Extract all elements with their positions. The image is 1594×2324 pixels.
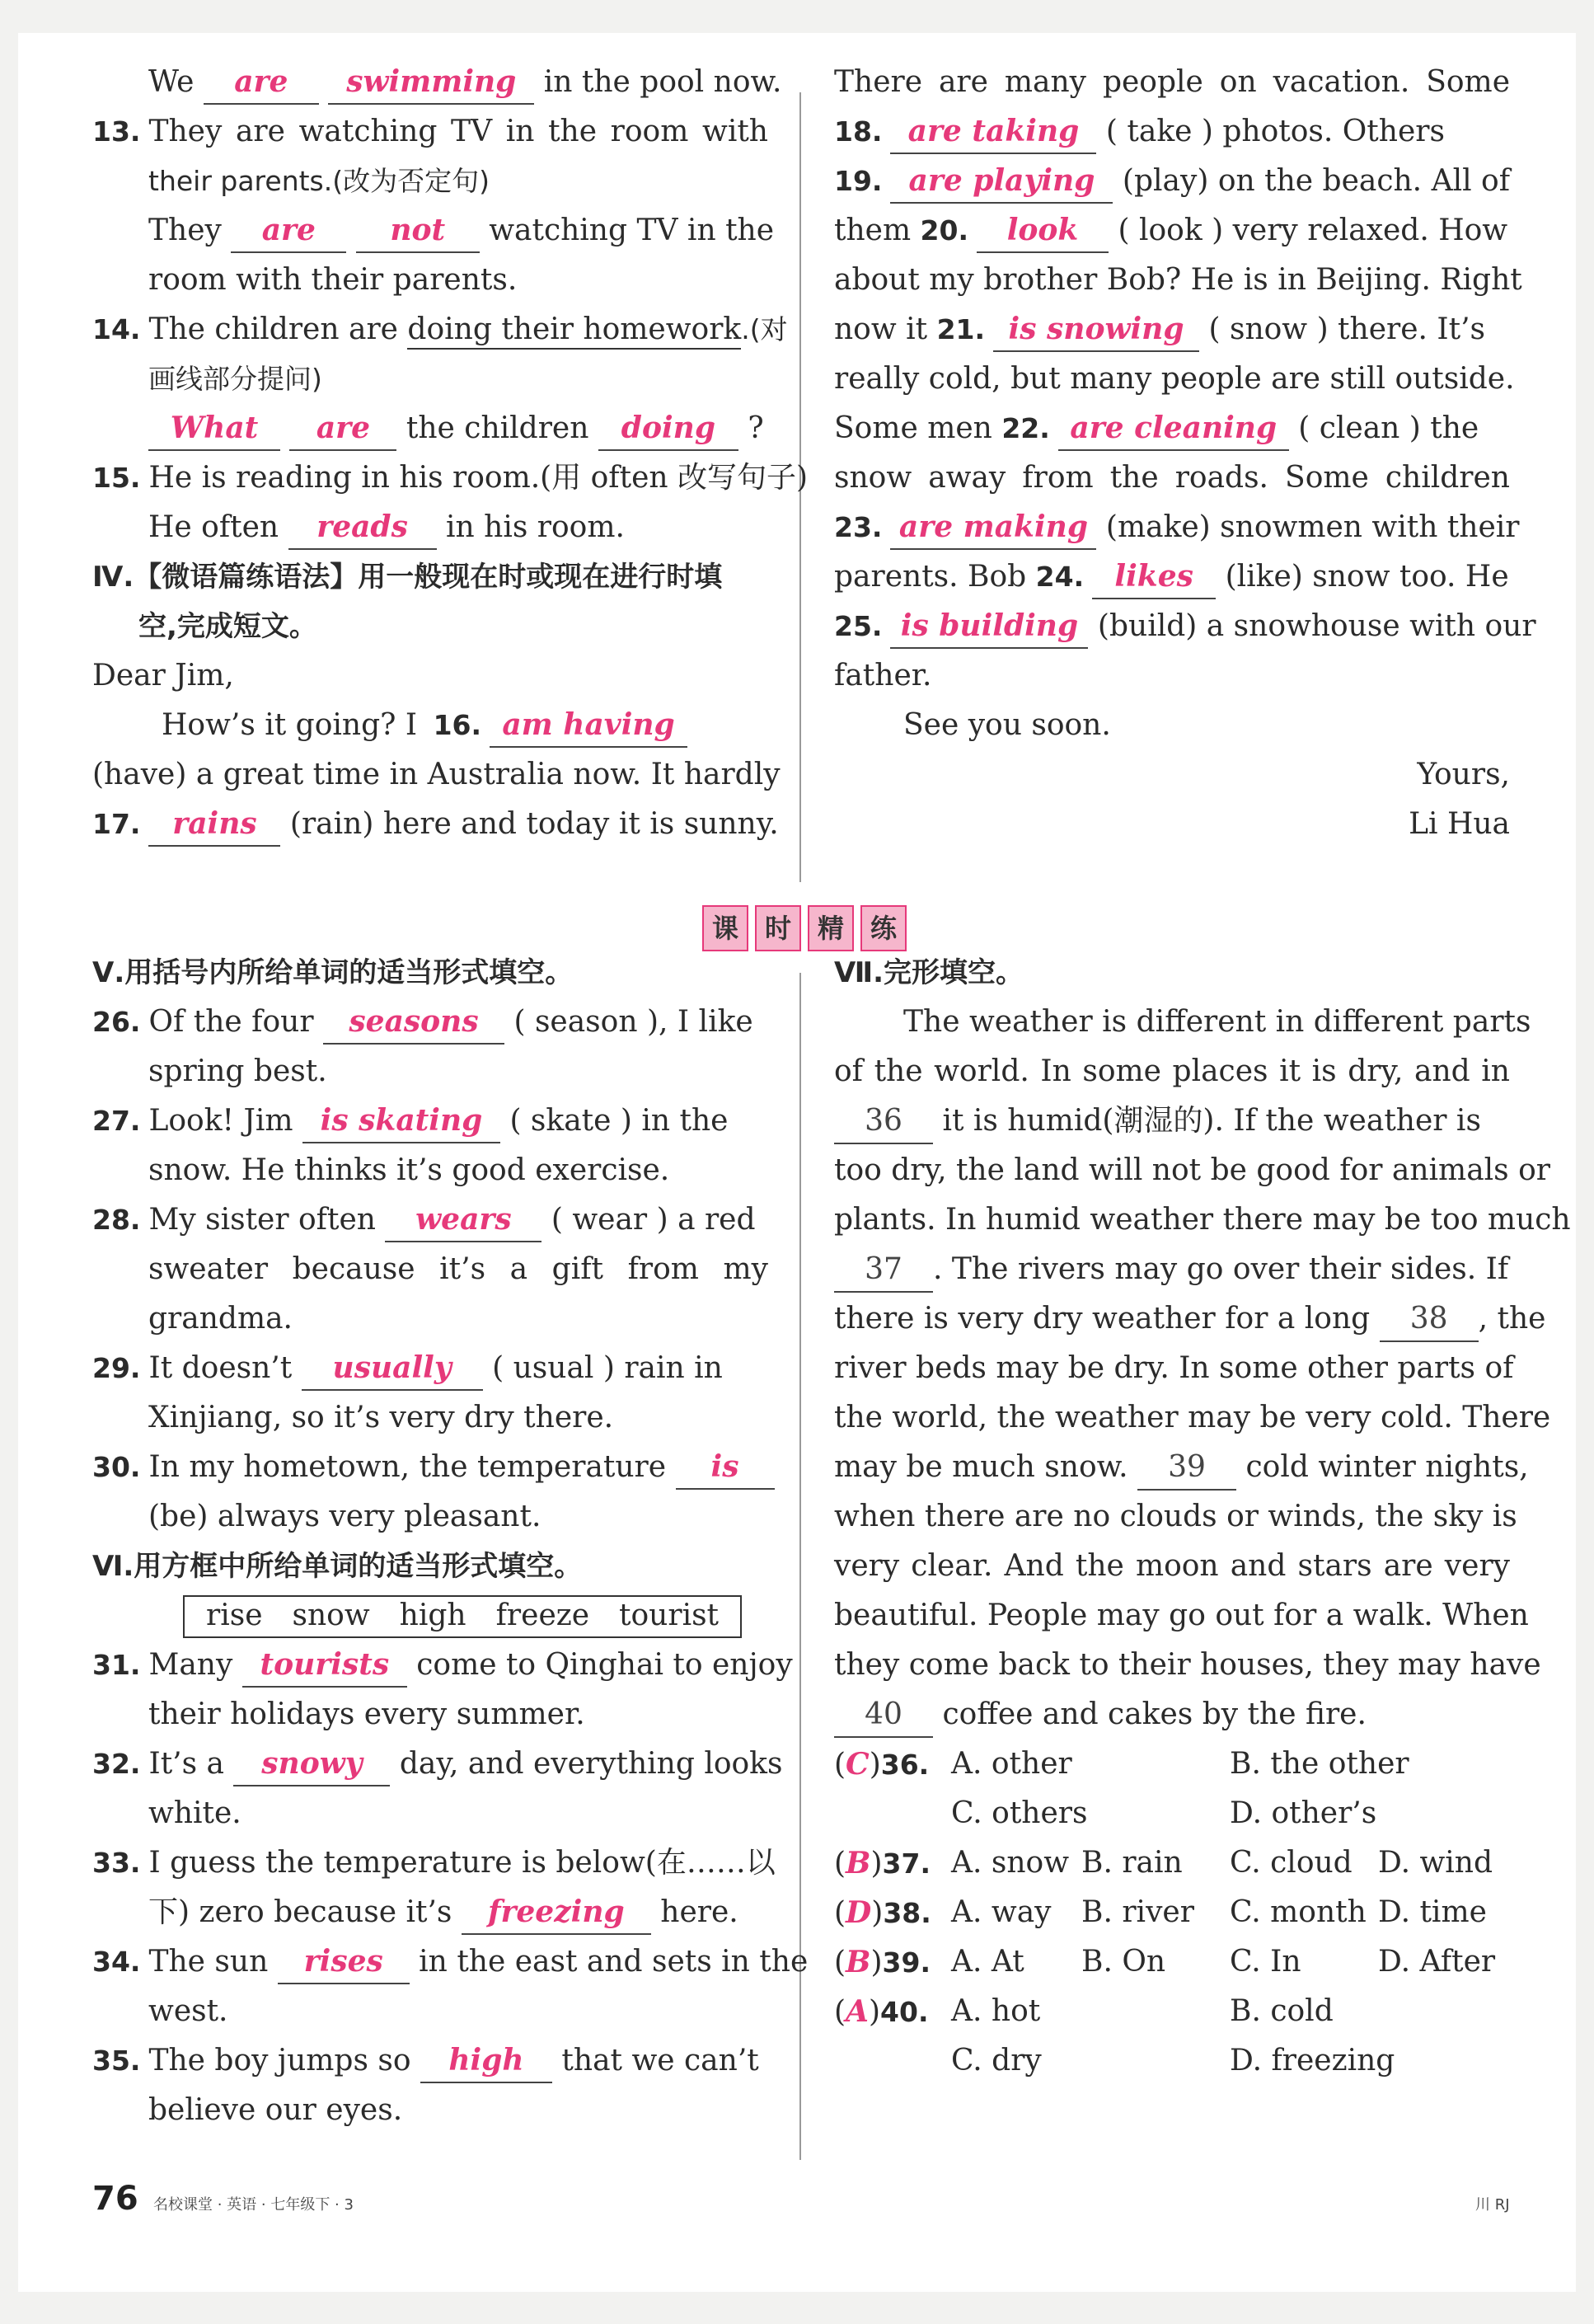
passage-text: the world, the weather may be very cold. There — [834, 1401, 1551, 1434]
answer: is snowing — [1008, 312, 1184, 346]
answer-blank[interactable] — [993, 311, 1199, 352]
option-a[interactable]: A. snow — [951, 1846, 1070, 1880]
option-d[interactable]: D. After — [1378, 1945, 1496, 1979]
answer-blank[interactable] — [288, 509, 437, 550]
answer: What — [170, 411, 259, 445]
answer: is building — [900, 608, 1079, 643]
option-d[interactable]: D. time — [1378, 1895, 1487, 1929]
question-13 — [92, 107, 768, 157]
answer-line-13 — [92, 206, 775, 256]
text: In my hometown, the temperature — [148, 1450, 667, 1484]
question-33 — [92, 1838, 776, 1888]
answer: tourists — [260, 1647, 390, 1682]
text: (rain) here and today it is sunny. — [289, 807, 779, 841]
question-number: 14. — [92, 313, 141, 345]
text: it is humid(潮湿的). If the weather is — [942, 1104, 1481, 1138]
answer: swimming — [346, 64, 517, 99]
text: ( season ), I like — [513, 1005, 753, 1039]
option-a[interactable]: A. hot — [951, 1994, 1041, 2028]
text: (be) always very pleasant. — [148, 1500, 541, 1533]
option-b[interactable]: B. river — [1081, 1895, 1194, 1929]
blank-number: 37 — [865, 1252, 902, 1286]
text: cold winter nights, — [1245, 1450, 1529, 1484]
question-35 — [92, 2036, 768, 2086]
question-text: They are watching TV in the room with — [148, 115, 768, 148]
blank-number: 19. — [834, 165, 883, 197]
passage-line-37 — [834, 1245, 1510, 1294]
option-a[interactable]: A. At — [951, 1945, 1024, 1979]
question-32 — [92, 1739, 783, 1789]
text: watching TV in the — [489, 214, 775, 247]
left-top-column — [92, 58, 809, 849]
choice-answer: D — [846, 1895, 872, 1930]
answer: rains — [172, 806, 257, 841]
option-a[interactable]: A. other — [951, 1747, 1072, 1781]
text: in his room. — [446, 510, 625, 544]
blank-number: 40 — [865, 1697, 902, 1731]
text: spring best. — [148, 1054, 327, 1088]
answer-line-14 — [92, 404, 768, 453]
word-option: snow — [292, 1599, 370, 1632]
blank-number: 39 — [1168, 1450, 1206, 1484]
answer: wears — [415, 1202, 512, 1237]
passage-line-18 — [834, 107, 1510, 157]
question-number: 37. — [882, 1847, 931, 1880]
passage-line-25 — [834, 602, 1536, 651]
blank-number: 17. — [92, 808, 141, 840]
answer-blank[interactable] — [289, 410, 396, 451]
passage-text: The weather is different in different parts — [903, 1005, 1531, 1039]
text: Xinjiang, so it’s very dry there. — [148, 1401, 614, 1434]
passage-line-36 — [834, 1096, 1510, 1146]
answer: are making — [898, 509, 1089, 544]
option-c[interactable]: C. month — [1230, 1895, 1367, 1929]
answer-blank[interactable] — [302, 1102, 500, 1143]
passage-line-23 — [834, 503, 1520, 552]
badge-char: 练 — [860, 905, 907, 951]
option-d[interactable]: D. other’s — [1230, 1796, 1377, 1830]
blank-number: 21. — [936, 313, 986, 345]
text: snow. He thinks it’s good exercise. — [148, 1153, 670, 1187]
text: The children are — [148, 312, 398, 346]
text: there is very dry weather for a long — [834, 1302, 1371, 1336]
text: may be much snow. — [834, 1450, 1128, 1484]
answer-blank[interactable] — [278, 1943, 410, 1984]
text: , the — [1478, 1302, 1546, 1336]
section-heading-6: Ⅵ.用方框中所给单词的适当形式填空。 — [92, 1550, 583, 1583]
option-c[interactable]: C. others — [951, 1796, 1088, 1830]
passage-line-21 — [834, 305, 1510, 354]
question-15 — [92, 453, 809, 503]
passage-line-38 — [834, 1294, 1546, 1344]
text: grandma. — [148, 1302, 293, 1336]
answer: are — [261, 213, 316, 247]
text: .(对 — [741, 313, 788, 345]
answer-blank[interactable] — [323, 1003, 504, 1045]
passage-text: river beds may be dry. In some other parts of — [834, 1351, 1514, 1385]
question-number: 30. — [92, 1451, 141, 1483]
passage-text: beautiful. People may go out for a walk. When — [834, 1599, 1529, 1632]
question-number: 29. — [92, 1352, 141, 1384]
text: Of the four — [148, 1005, 314, 1039]
book-title: 名校课堂 · 英语 · 七年级下 · 3 — [153, 2196, 354, 2214]
question-number: 28. — [92, 1204, 141, 1236]
text: coffee and cakes by the fire. — [942, 1697, 1367, 1731]
answer-blank[interactable] — [890, 608, 1088, 649]
word-box — [92, 1591, 768, 1641]
text: He often — [148, 510, 279, 544]
option-d[interactable]: D. wind — [1378, 1846, 1493, 1880]
passage-text: There are many people on vacation. Some — [834, 65, 1510, 99]
question-instruction: 画线部分提问) — [148, 363, 322, 395]
choice-40: (A)40. A. hot B. cold — [834, 1987, 1510, 2036]
text: We — [148, 65, 195, 99]
passage-text: plants. In humid weather there may be too much — [834, 1203, 1571, 1237]
answer: are playing — [908, 163, 1095, 198]
question-instruction: their parents.(改为否定句) — [148, 165, 490, 197]
choice-38: (D)38. A. way B. river C. month D. time — [834, 1888, 1510, 1937]
letter-text: (have) a great time in Australia now. It hardly — [92, 758, 781, 791]
answer-blank[interactable] — [420, 2042, 552, 2083]
text: ( skate ) in the — [509, 1104, 729, 1138]
section-heading-7: Ⅶ.完形填空。 — [834, 956, 1024, 989]
letter-line-17 — [92, 800, 779, 849]
answer: snowy — [261, 1746, 363, 1781]
passage-text: they come back to their houses, they may have — [834, 1648, 1541, 1682]
text: . The rivers may go over their sides. If — [933, 1252, 1509, 1286]
question-text: He is reading in his room.(用 often 改写句子) — [148, 461, 809, 495]
text: ( take ) photos. Others — [1105, 115, 1445, 148]
option-c[interactable]: C. dry — [951, 2044, 1042, 2078]
text: day, and everything looks — [399, 1747, 783, 1781]
letter-signoff: Yours, — [1417, 758, 1510, 791]
text: in the east and sets in the — [419, 1945, 809, 1979]
choice-36: (C)36. A. other B. the other — [834, 1739, 1510, 1789]
question-number: 33. — [92, 1847, 141, 1879]
answer: not — [390, 213, 446, 247]
question-number: 36. — [880, 1749, 930, 1781]
text: ( snow ) there. It’s — [1208, 312, 1486, 346]
answer-blank[interactable] — [890, 509, 1096, 550]
letter-line-16 — [92, 701, 768, 750]
text: How’s it going? I — [162, 708, 418, 742]
section-heading-4: Ⅳ.【微语篇练语法】用一般现在时或现在进行时填 — [92, 561, 723, 594]
answer: seasons — [349, 1004, 479, 1039]
question-text: I guess the temperature is below(在……以 — [148, 1846, 776, 1880]
answer-blank[interactable] — [356, 212, 480, 253]
text: white. — [148, 1796, 241, 1830]
question-30 — [92, 1443, 768, 1492]
passage-text: of the world. In some places it is dry, and in — [834, 1054, 1510, 1088]
option-b[interactable]: B. On — [1081, 1945, 1166, 1979]
option-b[interactable]: B. the other — [1230, 1747, 1409, 1781]
answer-blank[interactable] — [1058, 410, 1289, 451]
answer: doing — [621, 411, 715, 445]
answer: likes — [1114, 559, 1193, 594]
text: Many — [148, 1648, 233, 1682]
page-number: 76 — [92, 2180, 138, 2218]
answer: look — [1006, 213, 1079, 247]
passage-line-40 — [834, 1690, 1510, 1739]
passage-line-22 — [834, 404, 1510, 453]
text: ( usual ) rain in — [492, 1351, 723, 1385]
blank-number: 20. — [920, 214, 969, 246]
blank-number: 18. — [834, 115, 883, 148]
choice-answer: B — [846, 1945, 871, 1979]
word-option: freeze — [495, 1599, 590, 1632]
answer-blank[interactable] — [385, 1201, 541, 1242]
text: west. — [148, 1994, 228, 2028]
text: in the pool now. — [543, 65, 782, 99]
question-31 — [92, 1641, 793, 1690]
question-number: 32. — [92, 1748, 141, 1780]
passage-text: father. — [834, 659, 932, 693]
text: sweater because it’s a gift from my — [148, 1252, 768, 1286]
question-number: 38. — [883, 1897, 931, 1929]
answer: are — [234, 64, 288, 99]
question-26 — [92, 998, 768, 1047]
answer-blank[interactable] — [598, 410, 738, 451]
answer-blank[interactable] — [233, 1745, 390, 1786]
choice-37: (B)37. A. snow B. rain C. cloud D. wind — [834, 1838, 1510, 1888]
question-34 — [92, 1937, 809, 1987]
text: believe our eyes. — [148, 2093, 403, 2127]
passage-text: really cold, but many people are still outside. — [834, 362, 1515, 396]
option-d[interactable]: D. freezing — [1230, 2044, 1395, 2078]
blank-number: 36 — [865, 1104, 902, 1138]
column-divider-bottom — [799, 973, 801, 2160]
blank-number: 25. — [834, 610, 883, 642]
text: now it — [834, 312, 928, 346]
answer-blank[interactable] — [328, 63, 534, 105]
text: Some men — [834, 411, 992, 445]
text: their holidays every summer. — [148, 1697, 585, 1731]
edition-code: 川 RJ — [1475, 2196, 1510, 2214]
blank-number: 16. — [433, 709, 482, 741]
text: ( wear ) a red — [551, 1203, 756, 1237]
letter-greeting: Dear Jim, — [92, 659, 234, 693]
answer-blank[interactable] — [490, 707, 687, 748]
answer: rises — [303, 1944, 383, 1979]
answer: usually — [332, 1350, 452, 1385]
choice-40-row2 — [834, 2036, 1510, 2086]
cloze-blank[interactable] — [1380, 1301, 1479, 1342]
text: come to Qinghai to enjoy — [416, 1648, 793, 1682]
choice-answer: B — [846, 1846, 871, 1880]
question-number: 39. — [882, 1946, 931, 1979]
option-c[interactable]: C. In — [1230, 1945, 1301, 1979]
question-29 — [92, 1344, 768, 1393]
text: The boy jumps so — [148, 2044, 411, 2078]
answer-blank[interactable] — [676, 1448, 775, 1490]
answer-blank[interactable] — [148, 410, 280, 451]
passage-line-19 — [834, 157, 1510, 206]
text: The sun — [148, 1945, 269, 1979]
choice-answer: A — [846, 1994, 869, 2029]
question-28 — [92, 1195, 768, 1245]
blank-number: 23. — [834, 511, 883, 543]
answer: high — [448, 2043, 524, 2078]
text: ( clean ) the — [1298, 411, 1479, 445]
answer: are taking — [907, 114, 1080, 148]
badge-char: 时 — [755, 905, 801, 951]
question-number: 15. — [92, 462, 141, 494]
passage-line-20 — [834, 206, 1510, 256]
question-number: 40. — [880, 1996, 929, 2028]
left-bottom-column — [92, 948, 809, 2135]
text: My sister often — [148, 1203, 376, 1237]
text: (make) snowmen with their — [1105, 510, 1520, 544]
text: It doesn’t — [148, 1351, 293, 1385]
right-top-column — [834, 58, 1536, 849]
badge-char: 课 — [702, 905, 748, 951]
answer-blank[interactable] — [462, 1894, 651, 1935]
letter-signature: Li Hua — [1409, 807, 1510, 841]
passage-text: snow away from the roads. Some children — [834, 461, 1510, 495]
word-option: high — [399, 1599, 466, 1632]
answer-blank[interactable] — [242, 1646, 407, 1688]
blank-number: 24. — [1035, 561, 1085, 593]
passage-text: about my brother Bob? He is in Beijing. Right — [834, 263, 1522, 297]
option-a[interactable]: A. way — [951, 1895, 1052, 1929]
answer-blank[interactable] — [890, 162, 1113, 204]
answer-blank[interactable] — [977, 212, 1109, 253]
answer-blank[interactable] — [204, 63, 319, 105]
word-option: rise — [206, 1599, 263, 1632]
answer: are — [316, 411, 371, 445]
passage-line-24 — [834, 552, 1510, 602]
answer: is — [710, 1449, 739, 1484]
answer-blank[interactable] — [890, 113, 1096, 154]
passage-text: too dry, the land will not be good for animals or — [834, 1153, 1550, 1187]
text: It’s a — [148, 1747, 224, 1781]
answer-blank[interactable] — [148, 805, 280, 847]
passage-line-39 — [834, 1443, 1529, 1492]
text: They — [148, 214, 222, 247]
text: ? — [748, 411, 764, 445]
cloze-blank[interactable] — [834, 1251, 933, 1293]
choice-39: (B)39. A. At B. On C. In D. After — [834, 1937, 1510, 1987]
blank-number: 22. — [1001, 412, 1050, 444]
passage-text: very clear. And the moon and stars are very — [834, 1549, 1510, 1583]
answer-blank[interactable] — [1092, 558, 1216, 599]
answer: are cleaning — [1070, 411, 1278, 445]
answer: is skating — [320, 1103, 483, 1138]
question-number: 27. — [92, 1105, 141, 1137]
option-b[interactable]: B. cold — [1230, 1994, 1334, 2028]
text: that we can’t — [561, 2044, 759, 2078]
question-number: 31. — [92, 1649, 141, 1681]
text: here. — [660, 1895, 738, 1929]
question-number: 26. — [92, 1006, 141, 1038]
text: Look! Jim — [148, 1104, 293, 1138]
cloze-blank[interactable] — [834, 1697, 933, 1738]
question-number: 34. — [92, 1946, 141, 1978]
text: the children — [406, 411, 589, 445]
letter-closing: See you soon. — [903, 708, 1111, 742]
answer-blank[interactable] — [302, 1350, 483, 1391]
word-box-frame — [183, 1595, 742, 1638]
option-b[interactable]: B. rain — [1081, 1846, 1183, 1880]
answer: freezing — [487, 1894, 625, 1929]
question-27 — [92, 1096, 768, 1146]
section-badge — [702, 905, 907, 955]
word-option: tourist — [619, 1599, 720, 1632]
text: room with their parents. — [148, 263, 518, 297]
answer-line-15 — [92, 503, 768, 552]
question-number: 13. — [92, 115, 141, 148]
passage-text: when there are no clouds or winds, the sky is — [834, 1500, 1517, 1533]
text: (play) on the beach. All of — [1122, 164, 1511, 198]
answer: am having — [502, 707, 675, 742]
text: them — [834, 214, 912, 247]
answer-line-33 — [92, 1888, 768, 1937]
text: (like) snow too. He — [1225, 560, 1509, 594]
cloze-blank[interactable] — [834, 1103, 933, 1144]
section-heading-5: Ⅴ.用括号内所给单词的适当形式填空。 — [92, 956, 574, 989]
text: parents. Bob — [834, 560, 1027, 594]
text: 下) zero because it’s — [148, 1895, 452, 1929]
blank-number: 38 — [1409, 1302, 1448, 1336]
badge-char: 精 — [808, 905, 854, 951]
question-14 — [92, 305, 788, 354]
section-heading-4-cont: 空,完成短文。 — [138, 610, 317, 643]
choice-answer: C — [846, 1747, 870, 1782]
underlined-phrase: doing their homework — [407, 312, 741, 350]
cloze-blank[interactable] — [1137, 1449, 1236, 1491]
sentence-we-are-swimming — [92, 58, 782, 107]
right-bottom-column — [834, 948, 1571, 2086]
text: (build) a snowhouse with our — [1097, 609, 1536, 643]
answer-blank[interactable] — [231, 212, 346, 253]
question-number: 35. — [92, 2045, 141, 2077]
text: ( look ) very relaxed. How — [1118, 214, 1508, 247]
answer: reads — [316, 509, 408, 544]
option-c[interactable]: C. cloud — [1230, 1846, 1353, 1880]
choice-36-row2 — [834, 1789, 1510, 1838]
